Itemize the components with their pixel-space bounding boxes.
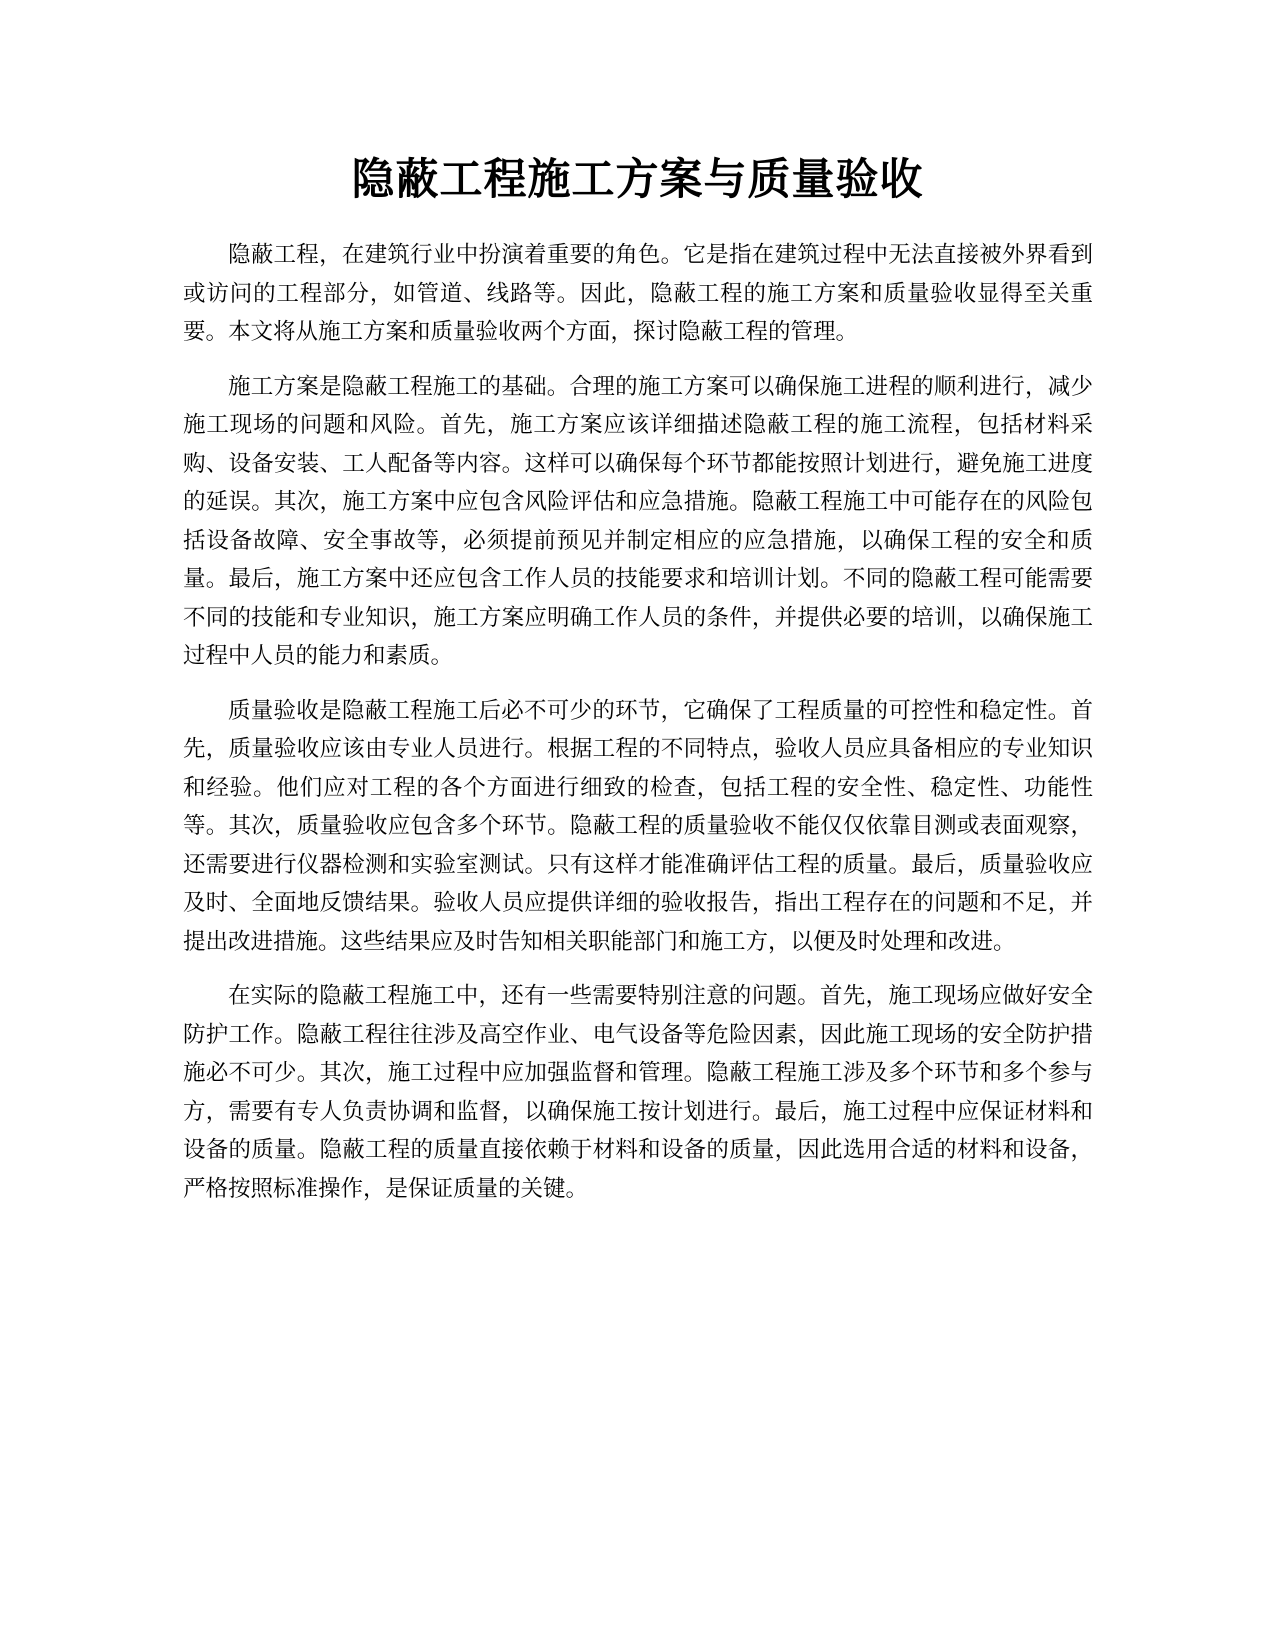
- paragraph-construction-plan: 施工方案是隐蔽工程施工的基础。合理的施工方案可以确保施工进程的顺利进行，减少施工现场的问题和风险。首先，施工方案应该详细描述隐蔽工程的施工流程，包括材料采购、设备安装、工人配备等内容。这样可以确保每个环节都能按照计划进行，避免施工进度的延误。其次，施工方案中应包含风险评估和应急措施。隐蔽工程施工中可能存在的风险包括设备故障、安全事故等，必须提前预见并制定相应的应急措施，以确保工程的安全和质量。最后，施工方案中还应包含工作人员的技能要求和培训计划。不同的隐蔽工程可能需要不同的技能和专业知识，施工方案应明确工作人员的条件，并提供必要的培训，以确保施工过程中人员的能力和素质。: [183, 373, 1093, 669]
- paragraph-intro: 隐蔽工程，在建筑行业中扮演着重要的角色。它是指在建筑过程中无法直接被外界看到或访问的工程部分，如管道、线路等。因此，隐蔽工程的施工方案和质量验收显得至关重要。本文将从施工方案和质量验收两个方面，探讨隐蔽工程的管理。: [183, 242, 1093, 345]
- document-body: [183, 236, 1093, 1224]
- paragraph-precautions: 在实际的隐蔽工程施工中，还有一些需要特别注意的问题。首先，施工现场应做好安全防护工作。隐蔽工程往往涉及高空作业、电气设备等危险因素，因此施工现场的安全防护措施必不可少。其次，施工过程中应加强监督和管理。隐蔽工程施工涉及多个环节和多个参与方，需要有专人负责协调和监督，以确保施工按计划进行。最后，施工过程中应保证材料和设备的质量。隐蔽工程的质量直接依赖于材料和设备的质量，因此选用合适的材料和设备，严格按照标准操作，是保证质量的关键。: [183, 983, 1093, 1202]
- page-title: 隐蔽工程施工方案与质量验收: [351, 155, 924, 205]
- paragraph-quality-acceptance: 质量验收是隐蔽工程施工后必不可少的环节，它确保了工程质量的可控性和稳定性。首先，质量验收应该由专业人员进行。根据工程的不同特点，验收人员应具备相应的专业知识和经验。他们应对工程的各个方面进行细致的检查，包括工程的安全性、稳定性、功能性等。其次，质量验收应包含多个环节。隐蔽工程的质量验收不能仅仅依靠目测或表面观察，还需要进行仪器检测和实验室测试。只有这样才能准确评估工程的质量。最后，质量验收应及时、全面地反馈结果。验收人员应提供详细的验收报告，指出工程存在的问题和不足，并提出改进措施。这些结果应及时告知相关职能部门和施工方，以便及时处理和改进。: [183, 697, 1093, 955]
